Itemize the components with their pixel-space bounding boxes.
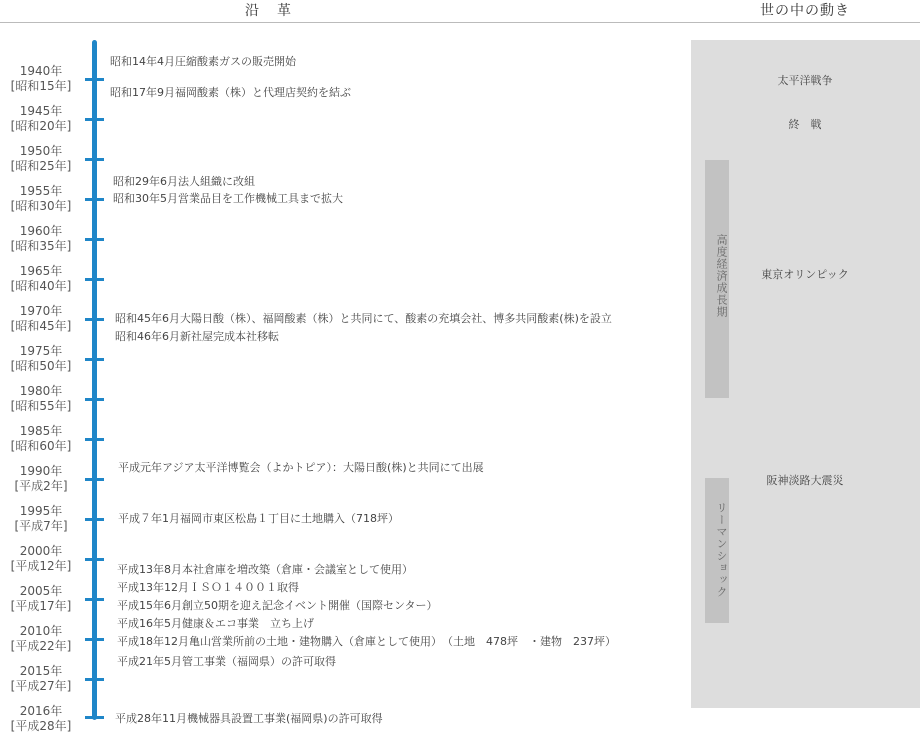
year-label: 1950年 [昭和25年] <box>10 144 72 173</box>
year-tick <box>85 478 104 481</box>
history-heading: 沿 革 <box>245 3 293 19</box>
year-label: 2010年 [平成22年] <box>10 624 72 653</box>
history-event: 昭和17年9月福岡酸素（株）と代理店契約を結ぶ <box>110 86 351 99</box>
year-label: 1970年 [昭和45年] <box>10 304 72 333</box>
world-heading: 世の中の動き <box>760 3 850 19</box>
year-label: 2015年 [平成27年] <box>10 664 72 693</box>
year-tick <box>85 278 104 281</box>
history-event: 平成15年6月創立50期を迎え記念イベント開催（国際センター） <box>117 599 438 612</box>
year-label: 1990年 [平成2年] <box>14 464 68 493</box>
year-tick <box>85 398 104 401</box>
history-event: 平成18年12月亀山営業所前の土地・建物購入（倉庫として使用） （土地 478坪 ・建物 237坪） <box>117 635 616 648</box>
history-event: 平成７年1月福岡市東区松島１丁目に土地購入（718坪） <box>118 512 399 525</box>
year-tick <box>85 198 104 201</box>
year-tick <box>85 78 104 81</box>
header-divider <box>0 22 920 23</box>
timeline-axis <box>92 40 97 720</box>
history-event: 昭和14年4月圧縮酸素ガスの販売開始 <box>110 55 296 68</box>
year-label: 2000年 [平成12年] <box>10 544 72 573</box>
year-tick <box>85 118 104 121</box>
year-label: 1955年 [昭和30年] <box>10 184 72 213</box>
world-event: 太平洋戦争 <box>777 74 833 87</box>
year-label: 1940年 [昭和15年] <box>10 64 72 93</box>
year-label: 2005年 [平成17年] <box>10 584 72 613</box>
year-tick <box>85 638 104 641</box>
year-label: 1945年 [昭和20年] <box>10 104 72 133</box>
history-event: 平成13年8月本社倉庫を増改築（倉庫・会議室として使用） <box>117 563 413 576</box>
world-event: 東京オリンピック <box>761 268 849 281</box>
year-label: 1960年 [昭和35年] <box>10 224 72 253</box>
history-event: 昭和30年5月営業品目を工作機械工具まで拡大 <box>113 192 343 205</box>
period-band-lehman-shock <box>705 478 729 623</box>
year-tick <box>85 158 104 161</box>
period-label: 高度経済成長期 <box>715 234 728 318</box>
year-label: 1980年 [昭和55年] <box>10 384 72 413</box>
year-tick <box>85 358 104 361</box>
history-event: 平成16年5月健康＆エコ事業 立ち上げ <box>117 617 314 630</box>
year-tick <box>85 678 104 681</box>
year-label: 1985年 [昭和60年] <box>10 424 72 453</box>
world-event: 終 戦 <box>788 118 822 131</box>
history-event: 平成13年12月ＩＳＯ１４００１取得 <box>117 581 299 594</box>
period-band-high-growth <box>705 160 729 398</box>
year-tick <box>85 518 104 521</box>
year-tick <box>85 438 104 441</box>
history-event: 平成21年5月管工事業（福岡県）の許可取得 <box>117 655 336 668</box>
period-label: リーマンショック <box>715 502 728 598</box>
year-tick <box>85 716 104 719</box>
year-label: 1975年 [昭和50年] <box>10 344 72 373</box>
year-tick <box>85 558 104 561</box>
history-event: 昭和46年6月新社屋完成本社移転 <box>115 330 279 343</box>
world-event: 阪神淡路大震災 <box>766 474 844 487</box>
year-tick <box>85 318 104 321</box>
year-tick <box>85 238 104 241</box>
year-tick <box>85 598 104 601</box>
history-event: 平成元年アジア太平洋博覧会（よかトピア）：大陽日酸(株)と共同にて出展 <box>118 461 484 474</box>
history-event: 昭和29年6月法人組織に改組 <box>113 175 255 188</box>
year-label: 2016年 [平成28年] <box>10 704 72 733</box>
year-label: 1965年 [昭和40年] <box>10 264 72 293</box>
history-event: 平成28年11月機械器具設置工事業(福岡県)の許可取得 <box>115 712 383 725</box>
history-event: 昭和45年6月大陽日酸（株）、福岡酸素（株）と共同にて、酸素の充填会社、博多共同酸素(株)を設立 <box>115 312 612 325</box>
year-label: 1995年 [平成7年] <box>14 504 68 533</box>
